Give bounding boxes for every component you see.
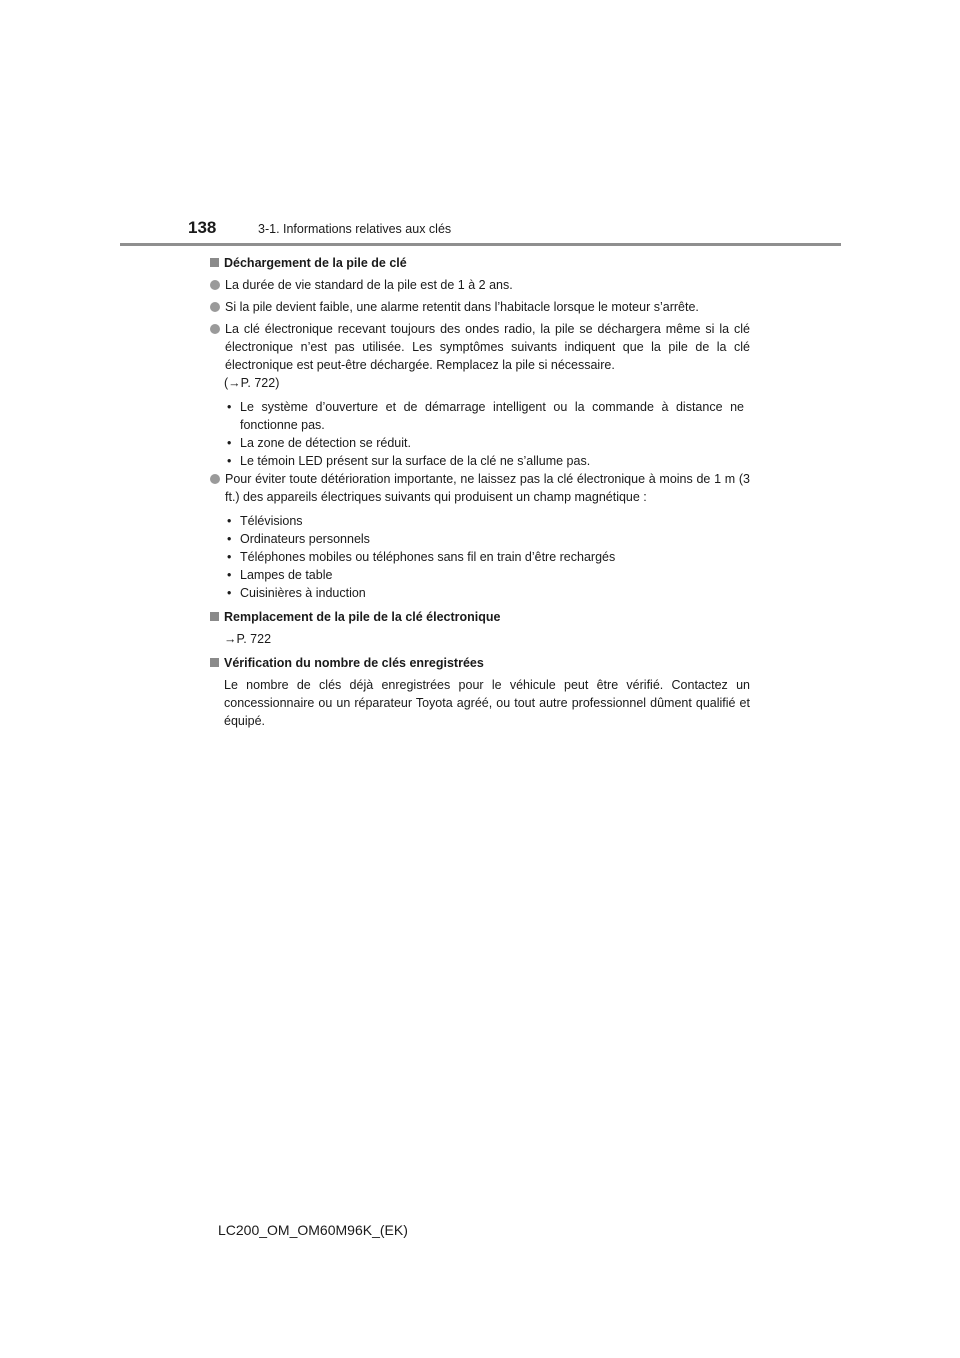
bullet-item (210, 470, 750, 506)
dot-marker: • (227, 568, 232, 582)
bullet-item (210, 276, 750, 294)
dot-marker: • (227, 514, 232, 528)
bullet-text: Si la pile devient faible, une alarme retentit dans l’habitacle lorsque le moteur s’arrête. (225, 300, 699, 314)
page-content (210, 254, 750, 730)
round-bullet-icon (210, 302, 220, 312)
list-item-text: La zone de détection se réduit. (240, 436, 411, 450)
page-reference[interactable]: (→P. 722) (224, 376, 280, 390)
section-heading-battery-replacement (210, 608, 750, 626)
list-item-text: Téléphones mobiles ou téléphones sans fil en train d’être rechargés (240, 550, 616, 564)
device-list (224, 512, 750, 602)
bullet-item (210, 298, 750, 316)
list-item (224, 584, 750, 602)
round-bullet-icon (210, 324, 220, 334)
arrow-right-icon: → (224, 632, 237, 646)
paragraph-text: Le nombre de clés déjà enregistrées pour le véhicule peut être vérifié. Contactez un concessionnaire ou un réparateur Toyota agréé, ou tout autre professionnel dûment qualifié et équipé. (224, 678, 750, 728)
bullet-item (210, 320, 750, 374)
dot-marker: • (227, 454, 232, 468)
round-bullet-icon (210, 474, 220, 484)
square-bullet-icon (210, 258, 219, 267)
list-item-text: Le témoin LED présent sur la surface de la clé ne s’allume pas. (240, 454, 591, 468)
dot-marker: • (227, 400, 232, 414)
page-reference[interactable] (224, 630, 750, 648)
arrow-right-icon: → (228, 376, 241, 390)
section-heading-battery-discharge (210, 254, 750, 272)
list-item-text: Télévisions (240, 514, 303, 528)
header-rule (120, 243, 841, 246)
symptom-list (224, 398, 750, 470)
list-item (224, 566, 750, 584)
page-reference-link[interactable]: P. 722 (240, 376, 276, 390)
bullet-text: La durée de vie standard de la pile est de 1 à 2 ans. (225, 278, 513, 292)
bullet-text: La clé électronique recevant toujours des ondes radio, la pile se déchargera même si la clé électronique n’est pas utilisée. Les symptômes suivants indiquent que la pile de la clé électronique est peut-être déchargée. Remplacez la pile si nécessaire. (225, 322, 750, 372)
document-code: LC200_OM_OM60M96K_(EK) (218, 1222, 408, 1238)
dot-marker: • (227, 586, 232, 600)
list-item-text: Lampes de table (240, 568, 333, 582)
page-reference-link[interactable]: P. 722 (236, 632, 272, 646)
heading-text: Remplacement de la pile de la clé électronique (224, 610, 501, 624)
square-bullet-icon (210, 612, 219, 621)
heading-text: Déchargement de la pile de clé (224, 256, 407, 270)
dot-marker: • (227, 436, 232, 450)
list-item (224, 530, 750, 548)
list-item (224, 548, 750, 566)
list-item (224, 398, 750, 434)
heading-text: Vérification du nombre de clés enregistrées (224, 656, 484, 670)
list-item-text: Cuisinières à induction (240, 586, 366, 600)
page-number: 138 (188, 218, 217, 237)
dot-marker: • (227, 550, 232, 564)
list-item-text: Le système d’ouverture et de démarrage intelligent ou la commande à distance ne fonctionne pas. (240, 400, 744, 432)
dot-marker: • (227, 532, 232, 546)
round-bullet-icon (210, 280, 220, 290)
list-item-text: Ordinateurs personnels (240, 532, 370, 546)
list-item (224, 512, 750, 530)
list-item (224, 434, 750, 452)
square-bullet-icon (210, 658, 219, 667)
list-item (224, 452, 750, 470)
bullet-text: Pour éviter toute détérioration importante, ne laissez pas la clé électronique à moins de 1 m (3 ft.) des appareils électriques suivants qui produisent un champ magnétique : (225, 472, 750, 504)
section-title: 3-1. Informations relatives aux clés (258, 222, 452, 236)
section-heading-registered-keys (210, 654, 750, 672)
